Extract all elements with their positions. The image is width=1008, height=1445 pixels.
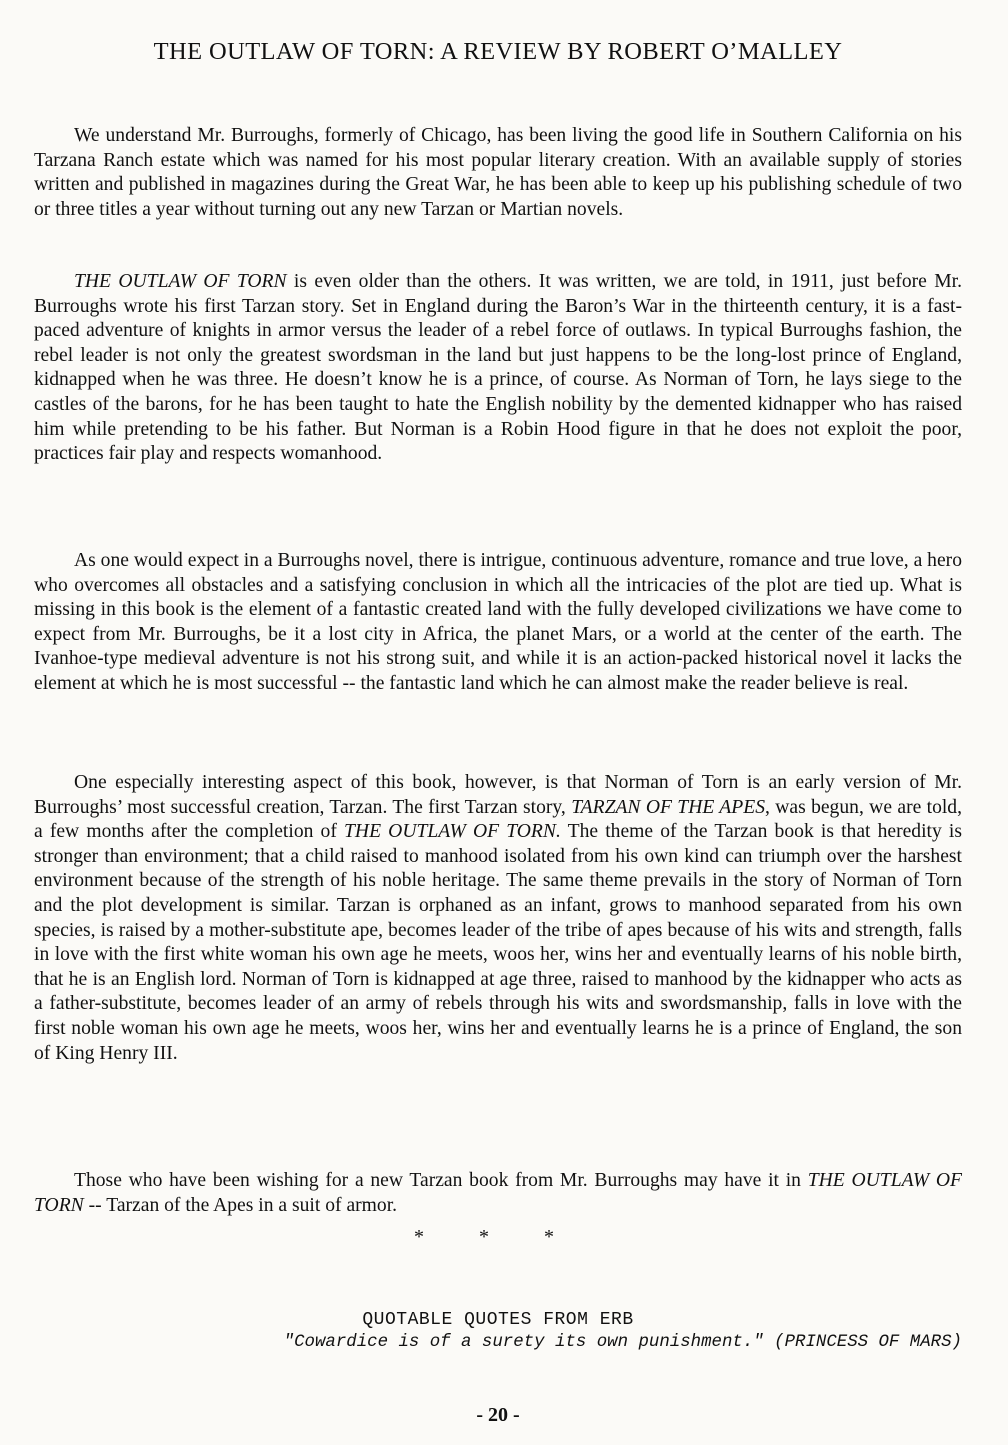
paragraph-5-text-a: Those who have been wishing for a new Tarzan book from Mr. Burroughs may have it in [74, 1170, 808, 1191]
book-title-italic: TARZAN OF THE APES [571, 796, 766, 818]
paragraph-2-text: is even older than the others. It was written, we are told, in 1911, just before Mr. Burroughs wrote his first Tarzan story. Set in England during the Baron’s War in the thirteenth century, it is a fast-paced adventure of knights in armor versus the leader of a rebel force of outlaws. In typical Burroughs fashion, the rebel leader is not only the greatest swordsman in the land but just happens to be the long-lost prince of England, kidnapped when he was three. He doesn’t know he is a prince, of course. As Norman of Torn, he lays siege to the castles of the barons, for he has been taught to hate the English nobility by the demented kidnapper who has raised him while pretending to be his father. But Norman is a Robin Hood figure in that he does not exploit the poor, practices fair play and respects womanhood. [34, 271, 962, 465]
paragraph-3-text: As one would expect in a Burroughs novel, there is intrigue, continuous adventure, romance and true love, a hero who overcomes all obstacles and a satisfying conclusion in which all the intricacies of the plot are tied up. What is missing in this book is the element of a fantastic created land with the fully developed civilizations we have come to expect from Mr. Burroughs, be it a lost city in Africa, the planet Mars, or a world at the center of the earth. The Ivanhoe-type medieval adventure is not his strong suit, and while it is an action-packed historical novel it lacks the element at which he is most successful -- the fantastic land which he can almost make the reader believe is real. [34, 550, 962, 694]
quote-text: "Cowardice is of a surety its own punishment." (PRINCESS OF MARS) [283, 1333, 962, 1352]
paragraph-5 [34, 1169, 962, 1218]
quotes-heading: QUOTABLE QUOTES FROM ERB [362, 1310, 634, 1330]
separator-star: * [414, 1226, 424, 1248]
book-title-italic: THE OUTLAW OF TORN [34, 1170, 963, 1216]
paragraph-4-text-a: One especially interesting aspect of this book, however, is that Norman of Torn is an early version of Mr. Burroughs’ most successful creation, Tarzan. The first Tarzan story, [34, 772, 962, 818]
separator-star: * [479, 1226, 489, 1248]
paragraph-1-text: We understand Mr. Burroughs, formerly of Chicago, has been living the good life in Southern California on his Tarzana Ranch estate which was named for his most popular literary creation. With an available supply of stories written and published in magazines during the Great War, he has been able to keep up his publishing schedule of two or three titles a year without turning out any new Tarzan or Martian novels. [34, 125, 962, 220]
page-number: - 20 - [476, 1404, 520, 1426]
separator-star: * [544, 1226, 554, 1248]
paragraph-1 [34, 124, 962, 222]
paragraph-4-text-b: , was begun, we are told, a few months after the completion of [34, 796, 963, 843]
paragraph-3 [34, 549, 962, 697]
article-title: THE OUTLAW OF TORN: A REVIEW BY ROBERT O’MALLEY [153, 38, 843, 65]
paragraph-2 [34, 270, 962, 467]
document-page [34, 0, 962, 1445]
book-title-italic: THE OUTLAW OF TORN. [344, 821, 561, 843]
book-title-italic: THE OUTLAW OF TORN [74, 271, 287, 292]
paragraph-4 [34, 771, 962, 1066]
paragraph-5-text-b: -- Tarzan of the Apes in a suit of armor. [83, 1194, 398, 1216]
paragraph-4-text-c: The theme of the Tarzan book is that heredity is stronger than environment; that a child raised to manhood isolated from his own kind can triumph over the harshest environment because of the strength of his noble heritage. The same theme prevails in the story of Norman of Torn and the plot development is similar. Tarzan is orphaned as an infant, grows to manhood separated from his own species, is raised by a mother-substitute ape, becomes leader of the tribe of apes because of his wits and strength, falls in love with the first white woman his own age he meets, woos her, wins her and eventually learns of his noble birth, that he is an English lord. Norman of Torn is kidnapped at age three, raised to manhood by the kidnapper who acts as a father-substitute, becomes leader of an army of rebels through his wits and swordsmanship, falls in love with the first noble woman his own age he meets, woos her, wins her and eventually learns he is a prince of England, the son of King Henry III. [34, 821, 962, 1064]
section-separator [414, 1226, 554, 1249]
